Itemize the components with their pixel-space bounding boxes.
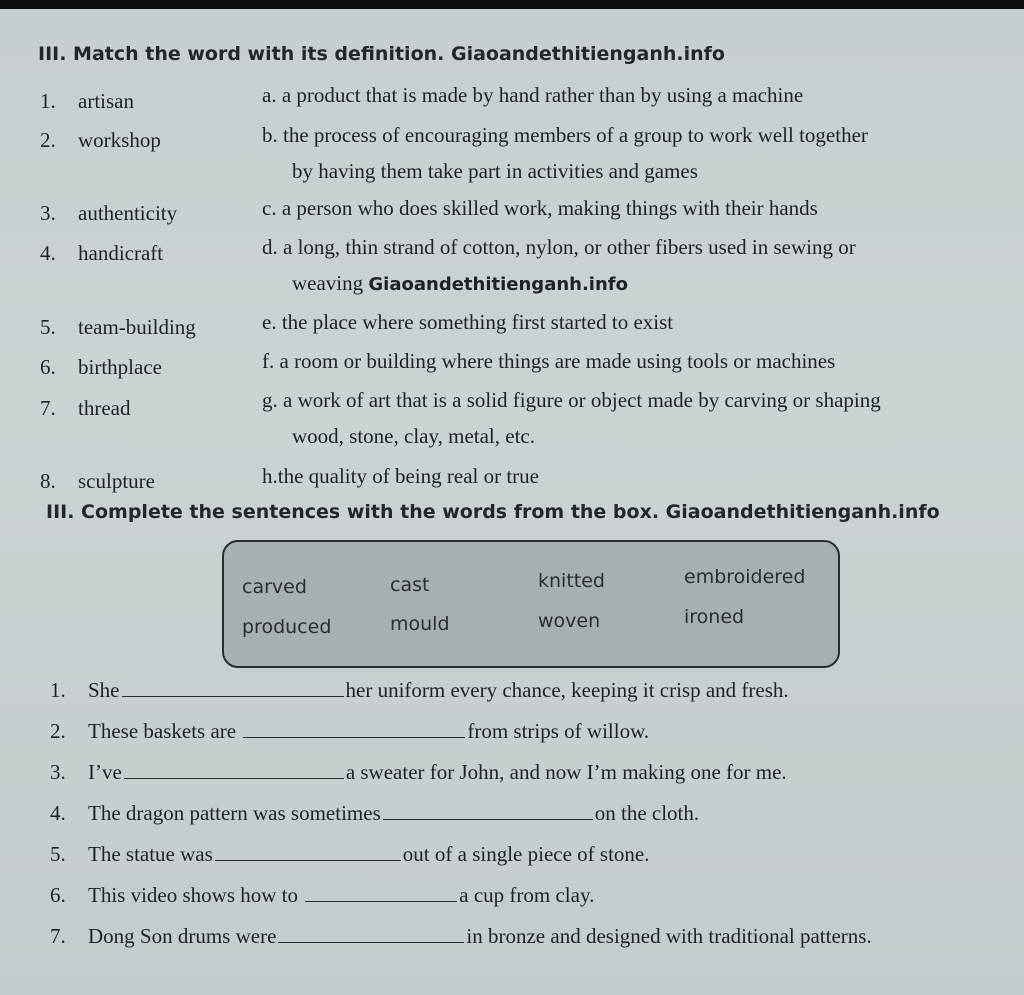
sentence-number: 4. [50, 801, 66, 825]
definition-item [262, 343, 1002, 379]
definition-line: e. the place where something first started to exist [262, 310, 674, 334]
sentence-text: from strips of willow. [467, 719, 650, 743]
box-word: produced [242, 616, 332, 638]
definition-line [262, 265, 1002, 303]
definition-text: weaving [292, 271, 364, 295]
word-item [40, 89, 134, 114]
sentence-number: 2. [50, 719, 66, 743]
answer-blank[interactable] [215, 840, 401, 861]
box-word: ironed [684, 606, 745, 628]
sentence-item [50, 676, 789, 703]
section1-heading: III. Match the word with its definition. Giaoandethitienganh.info [38, 43, 725, 65]
word-item [40, 469, 155, 494]
answer-blank[interactable] [383, 799, 593, 820]
sentence-number: 5. [50, 842, 66, 866]
sentence-item [50, 758, 787, 785]
definition-item [262, 190, 1002, 226]
sentence-item [50, 717, 649, 744]
word-item [40, 128, 161, 153]
sentence-text: These baskets are [88, 719, 237, 743]
word-text: team-building [78, 315, 196, 339]
answer-blank[interactable] [243, 717, 465, 738]
box-word: carved [242, 576, 307, 598]
word-text: authenticity [78, 201, 178, 225]
box-word: knitted [538, 570, 605, 592]
sentence-item [50, 840, 649, 867]
sentence-number: 6. [50, 883, 66, 907]
sentence-item [50, 881, 594, 908]
sentence-text: Dong Son drums were [88, 924, 277, 948]
word-text: handicraft [78, 241, 164, 265]
word-text: workshop [78, 128, 161, 152]
sentence-text: a sweater for John, and now I’m making one for me. [345, 760, 787, 784]
word-item [40, 201, 177, 226]
word-number: 5. [40, 315, 56, 339]
box-word: woven [538, 610, 601, 632]
definition-line: f. a room or building where things are made using tools or machines [262, 349, 836, 373]
definition-line: a. a product that is made by hand rather than by using a machine [262, 83, 804, 107]
word-number: 8. [40, 469, 56, 493]
definition-line: b. the process of encouraging members of a group to work well together [262, 123, 868, 147]
definition-item [262, 458, 1002, 494]
definition-item [262, 229, 1002, 303]
word-number: 3. [40, 201, 56, 225]
word-item [40, 355, 162, 380]
definition-line: c. a person who does skilled work, making things with their hands [262, 196, 818, 220]
answer-blank[interactable] [305, 881, 457, 902]
sentence-number: 3. [50, 760, 66, 784]
sentence-item [50, 922, 872, 949]
word-text: birthplace [78, 355, 162, 379]
word-number: 4. [40, 241, 56, 265]
definition-item [262, 382, 1002, 454]
sentence-text: The dragon pattern was sometimes [88, 801, 381, 825]
word-text: sculpture [78, 469, 155, 493]
definition-item [262, 304, 1002, 340]
word-number: 2. [40, 128, 56, 152]
box-word: cast [390, 574, 430, 596]
answer-blank[interactable] [278, 922, 464, 943]
sentence-text: on the cloth. [594, 801, 700, 825]
sentence-number: 7. [50, 924, 66, 948]
word-box [222, 540, 840, 668]
box-word: mould [390, 613, 450, 635]
word-text: thread [78, 396, 131, 420]
word-number: 6. [40, 355, 56, 379]
answer-blank[interactable] [124, 758, 344, 779]
definition-item [262, 77, 1002, 113]
definition-line: h.the quality of being real or true [262, 464, 539, 488]
worksheet-page [0, 9, 1024, 995]
sentence-text: her uniform every chance, keeping it crisp and fresh. [345, 678, 789, 702]
top-black-bar [0, 0, 1024, 9]
definition-line: by having them take part in activities and games [292, 159, 698, 183]
sentence-text: I’ve [88, 760, 122, 784]
section2-heading: III. Complete the sentences with the words from the box. Giaoandethitienganh.info [46, 501, 940, 523]
definition-line: g. a work of art that is a solid figure or object made by carving or shaping [262, 388, 881, 412]
sentence-text: in bronze and designed with traditional patterns. [466, 924, 872, 948]
word-item [40, 241, 163, 266]
definition-line: wood, stone, clay, metal, etc. [292, 424, 535, 448]
sentence-text: She [88, 678, 120, 702]
answer-blank[interactable] [122, 676, 344, 697]
word-text: artisan [78, 89, 134, 113]
sentence-text: a cup from clay. [459, 883, 595, 907]
definition-item [262, 117, 1002, 189]
sentence-number: 1. [50, 678, 66, 702]
word-number: 7. [40, 396, 56, 420]
sentence-text: out of a single piece of stone. [402, 842, 650, 866]
word-item [40, 396, 130, 421]
box-word: embroidered [684, 566, 806, 588]
sentence-text: This video shows how to [88, 883, 298, 907]
watermark-text: Giaoandethitienganh.info [368, 274, 628, 295]
sentence-item [50, 799, 699, 826]
word-number: 1. [40, 89, 56, 113]
word-item [40, 315, 196, 340]
sentence-text: The statue was [88, 842, 213, 866]
definition-line: d. a long, thin strand of cotton, nylon, or other fibers used in sewing or [262, 235, 856, 259]
